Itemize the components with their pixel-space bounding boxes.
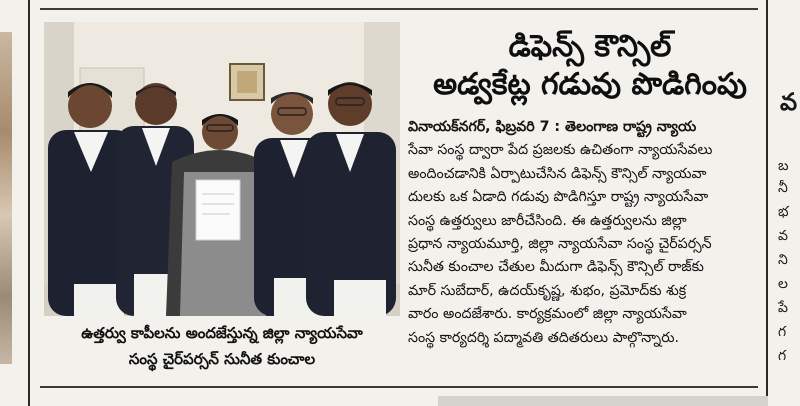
adjacent-text-fragment: గ: [778, 348, 787, 364]
body-line: దులకు ఒక ఏడాది గడువు పొడిగిస్తూ రాష్ట్ర న్యాయసేవా: [408, 189, 709, 206]
group-photo-illustration: [44, 22, 400, 316]
adjacent-text-fragment: గ: [778, 324, 787, 340]
article-headline: [420, 28, 760, 104]
adjacent-text-fragment: ల: [778, 276, 788, 292]
body-line: అందించడానికి ఏర్పాటుచేసిన డిఫెన్స్ కౌన్సిల్ న్యాయవా: [408, 165, 707, 182]
body-line: సునీత కుంచాల చేతుల మీదుగా డిఫెన్స్ కౌన్సిల్ రాజ్‌కు: [408, 259, 704, 276]
body-line: సంస్థ కార్యదర్శి పద్మావతి తదితరులు పాల్గొన్నారు.: [408, 329, 680, 346]
adjacent-article-right: [772, 0, 800, 406]
body-line: వారం అందజేశారు. కార్యక్రమంలో జిల్లా న్యాయసేవా: [408, 306, 687, 323]
body-line: వినాయక్‌నగర్, ఫిబ్రవరి 7 : తెలంగాణ రాష్ట్ర న్యాయ: [408, 119, 697, 135]
adjacent-text-fragment: వ: [778, 228, 788, 244]
bottom-rule: [40, 386, 758, 388]
column-divider-left: [28, 0, 30, 406]
caption-line-1: ఉత్తర్వు కాపీలను అందజేస్తున్న జిల్లా న్యాయసేవా: [81, 324, 363, 342]
body-line: ప్రధాన న్యాయమూర్తి, జిల్లా న్యాయసేవా సంస్థ చైర్‌పర్సన్: [408, 236, 712, 253]
headline-line-2: అడ్వకేట్ల గడువు పొడిగింపు: [433, 67, 747, 102]
adjacent-headline-fragment: వ: [780, 88, 798, 116]
body-line: మార్ సుబేదార్, ఉదయ్‌కృష్ణ, శుభం, ప్రమోద్‌కు శుక్ర: [408, 282, 687, 299]
headline-line-1: డిఫెన్స్ కౌన్సిల్: [508, 29, 672, 64]
news-photo: [44, 22, 400, 316]
adjacent-text-fragment: నీ: [778, 180, 788, 196]
body-line: సేవా సంస్థ ద్వారా పేద ప్రజలకు ఉచితంగా న్యాయసేవలు: [408, 142, 713, 159]
photo-caption: [46, 320, 398, 372]
body-line: సంస్థ ఉత్తర్వులు జారీచేసింది. ఈ ఉత్తర్వులను జిల్లా: [408, 212, 687, 229]
top-rule: [40, 8, 758, 10]
next-article-edge: [438, 396, 768, 406]
column-divider-right: [766, 0, 768, 406]
adjacent-article-edge: [0, 32, 12, 364]
article-body: [408, 116, 762, 350]
adjacent-text-fragment: బ: [778, 158, 789, 174]
adjacent-text-fragment: భ: [778, 204, 789, 220]
caption-line-2: సంస్థ చైర్‌పర్సన్ సునీత కుంచాల: [128, 350, 316, 368]
adjacent-text-fragment: పే: [778, 300, 788, 316]
adjacent-text-fragment: ని: [778, 252, 788, 268]
